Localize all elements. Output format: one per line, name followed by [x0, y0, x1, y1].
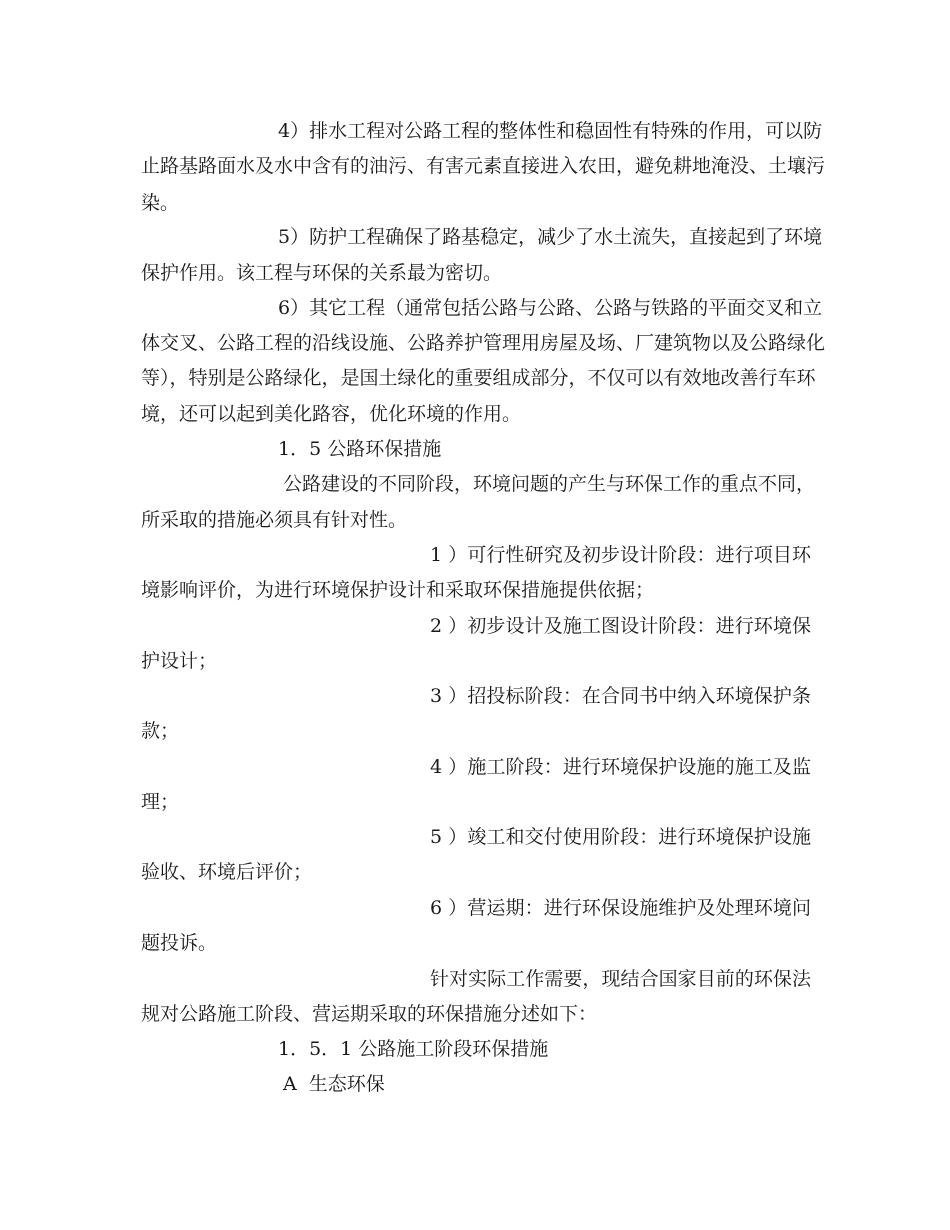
list-item-text: 理； [141, 791, 180, 813]
list-item-continuation [0, 854, 950, 890]
list-item [0, 819, 950, 855]
list-item-text: 4 ）施工阶段：进行环境保护设施的施工及监 [430, 756, 811, 778]
list-item-text: 题投诉。 [141, 932, 218, 954]
list-item [0, 608, 950, 644]
paragraph-line [0, 148, 950, 184]
section-heading [0, 431, 950, 467]
paragraph-line [0, 219, 950, 255]
list-item-text: 5 ）竣工和交付使用阶段：进行环境保护设施 [430, 826, 811, 848]
paragraph-text: 保护作用。该工程与环保的关系最为密切。 [141, 262, 503, 284]
list-item-continuation [0, 784, 950, 820]
paragraph-text: 公路建设的不同阶段，环境问题的产生与环保工作的重点不同， [283, 473, 816, 495]
paragraph-text: 境，还可以起到美化路容，优化环境的作用。 [141, 403, 522, 425]
list-item [0, 890, 950, 926]
list-item-continuation [0, 713, 950, 749]
paragraph-text: 5）防护工程确保了路基稳定，减少了水土流失，直接起到了环境 [278, 226, 823, 248]
subsection-heading [0, 1031, 950, 1067]
paragraph-text: 4）排水工程对公路工程的整体性和稳固性有特殊的作用，可以防 [278, 120, 823, 142]
paragraph-line [0, 502, 950, 538]
sub-heading-text: A 生态环保 [283, 1073, 385, 1095]
sub-heading [0, 1066, 950, 1102]
list-item-continuation [0, 925, 950, 961]
paragraph-line [0, 996, 950, 1032]
paragraph-text: 体交叉、公路工程的沿线设施、公路养护管理用房屋及场、厂建筑物以及公路绿化 [141, 332, 826, 354]
paragraph-text: 等），特别是公路绿化，是国土绿化的重要组成部分，不仅可以有效地改善行车环 [141, 367, 816, 389]
list-item-text: 验收、环境后评价； [141, 861, 313, 883]
paragraph-line [0, 961, 950, 997]
paragraph-text: 针对实际工作需要，现结合国家目前的环保法 [430, 968, 811, 990]
paragraph-line [0, 290, 950, 326]
paragraph-text: 6）其它工程（通常包括公路与公路、公路与铁路的平面交叉和立 [278, 297, 823, 319]
paragraph-text: 染。 [141, 192, 180, 214]
list-item [0, 537, 950, 573]
list-item-text: 6 ）营运期：进行环保设施维护及处理环境问 [430, 897, 811, 919]
paragraph-text: 规对公路施工阶段、营运期采取的环保措施分述如下： [141, 1003, 598, 1025]
paragraph-text: 止路基路面水及水中含有的油污、有害元素直接进入农田，避免耕地淹没、土壤污 [141, 155, 826, 177]
paragraph-line [0, 113, 950, 149]
paragraph-line [0, 185, 950, 221]
list-item-text: 2 ）初步设计及施工图设计阶段：进行环境保 [430, 615, 811, 637]
paragraph-line [0, 325, 950, 361]
paragraph-line [0, 466, 950, 502]
paragraph-line [0, 360, 950, 396]
list-item [0, 678, 950, 714]
list-item-continuation [0, 572, 950, 608]
paragraph-text: 所采取的措施必须具有针对性。 [141, 509, 408, 531]
list-item-text: 3 ）招投标阶段：在合同书中纳入环境保护条 [430, 685, 811, 707]
list-item [0, 749, 950, 785]
paragraph-line [0, 255, 950, 291]
section-heading-text: 1．5 公路环保措施 [278, 438, 442, 460]
paragraph-line [0, 396, 950, 432]
list-item-continuation [0, 643, 950, 679]
list-item-text: 1 ）可行性研究及初步设计阶段：进行项目环 [430, 544, 811, 566]
list-item-text: 款； [141, 720, 180, 742]
list-item-text: 境影响评价，为进行环境保护设计和采取环保措施提供依据； [141, 579, 655, 601]
subsection-heading-text: 1．5．1 公路施工阶段环保措施 [278, 1038, 549, 1060]
list-item-text: 护设计； [141, 650, 218, 672]
